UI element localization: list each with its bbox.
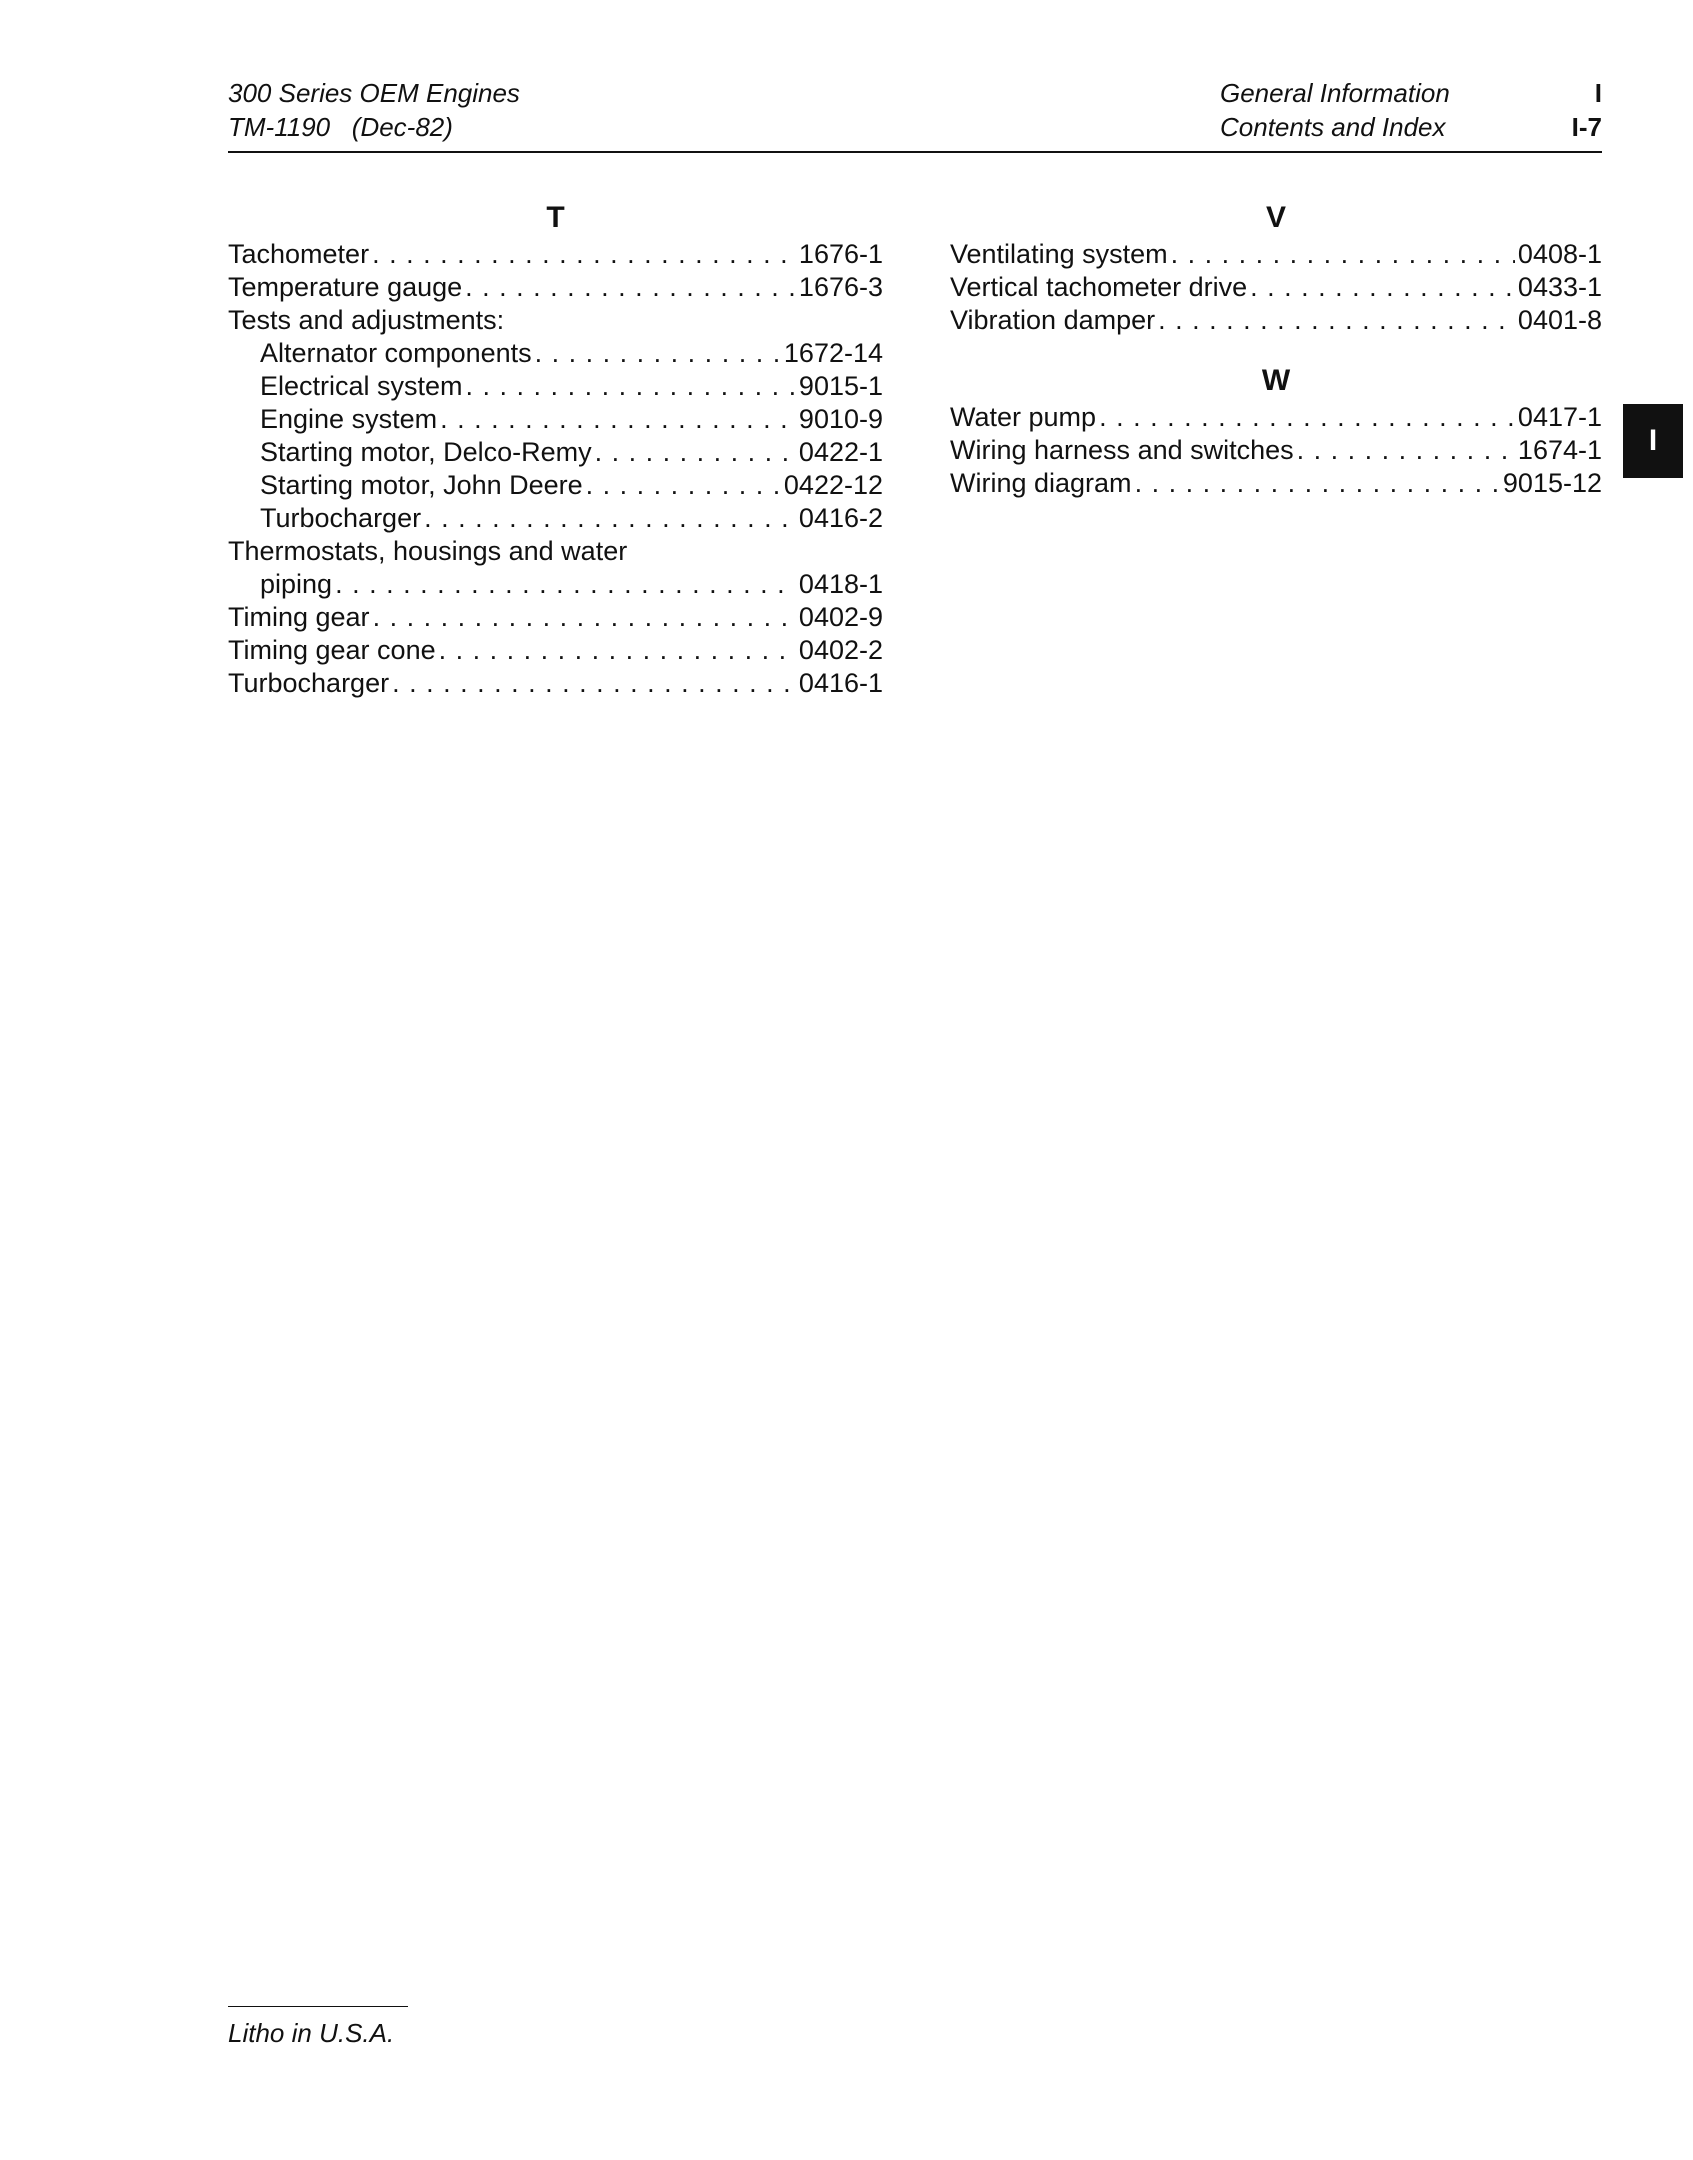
index-entry	[228, 634, 883, 667]
index-entry	[950, 401, 1602, 434]
manual-number: TM-1190 (Dec-82)	[228, 112, 453, 142]
index-group-heading: Tests and adjustments:	[228, 305, 505, 335]
index-letter-v: V	[1265, 201, 1286, 234]
index-entry	[950, 304, 1602, 337]
dot-leader	[392, 667, 796, 700]
entry-page: 0401-8	[1517, 305, 1602, 335]
index-letter-t: T	[546, 201, 565, 234]
entry-label: Starting motor, Delco-Remy	[260, 437, 592, 467]
manual-title: 300 Series OEM Engines	[228, 78, 520, 108]
index-column-left	[228, 198, 883, 700]
index-entry	[228, 271, 883, 304]
index-entry	[950, 271, 1602, 304]
dot-leader	[1250, 271, 1515, 304]
section-mark: I	[1594, 78, 1602, 108]
page-number: I-7	[1571, 112, 1602, 142]
dot-leader	[1171, 238, 1515, 271]
footer-divider	[228, 2006, 408, 2007]
section-tab	[1623, 404, 1683, 478]
dot-leader	[373, 601, 796, 634]
entry-label: Timing gear	[228, 602, 370, 632]
entry-page: 1674-1	[1517, 435, 1602, 465]
index-entry	[228, 238, 883, 271]
entry-label: Vibration damper	[950, 305, 1156, 335]
entry-label: Wiring harness and switches	[950, 435, 1294, 465]
dot-leader	[466, 370, 796, 403]
index-subentry	[228, 568, 883, 601]
entry-page: 9010-9	[798, 404, 883, 434]
index-entry	[228, 667, 883, 700]
dot-leader	[424, 502, 796, 535]
index-entry	[950, 467, 1602, 500]
index-subentry	[228, 403, 883, 436]
entry-page: 0408-1	[1517, 239, 1602, 269]
index-entry	[950, 434, 1602, 467]
entry-page: 9015-12	[1502, 468, 1602, 498]
entry-label: Starting motor, John Deere	[260, 470, 583, 500]
dot-leader	[1135, 467, 1500, 500]
entry-label: Turbocharger	[260, 503, 422, 533]
dot-leader	[465, 271, 796, 304]
entry-page: 0422-12	[783, 470, 883, 500]
dot-leader	[440, 403, 796, 436]
dot-leader	[586, 469, 781, 502]
entry-page: 0422-1	[798, 437, 883, 467]
section-tab-label: I	[1648, 424, 1658, 457]
index-entry	[228, 601, 883, 634]
entry-label: Water pump	[950, 402, 1097, 432]
header-marks	[1548, 76, 1602, 144]
dot-leader	[1158, 304, 1515, 337]
entry-page: 1672-14	[783, 338, 883, 368]
entry-page: 0417-1	[1517, 402, 1602, 432]
entry-page: 0402-9	[798, 602, 883, 632]
dot-leader	[1099, 401, 1515, 434]
section-title: General Information	[1220, 78, 1450, 108]
index-column-right	[950, 198, 1602, 500]
dot-leader	[335, 568, 796, 601]
entry-label: Alternator components	[260, 338, 532, 368]
entry-label: Wiring diagram	[950, 468, 1132, 498]
entry-page: 0418-1	[798, 569, 883, 599]
entry-page: 0402-2	[798, 635, 883, 665]
entry-label: piping	[260, 569, 333, 599]
index-subentry	[228, 469, 883, 502]
dot-leader	[1297, 434, 1515, 467]
entry-label: Tachometer	[228, 239, 370, 269]
index-entry	[950, 238, 1602, 271]
entry-label: Timing gear cone	[228, 635, 436, 665]
index-subentry	[228, 436, 883, 469]
dot-leader	[595, 436, 796, 469]
header-divider	[228, 151, 1602, 153]
entry-label: Temperature gauge	[228, 272, 463, 302]
index-subentry	[228, 502, 883, 535]
entry-label: Ventilating system	[950, 239, 1168, 269]
header-right	[1220, 76, 1455, 144]
dot-leader	[439, 634, 796, 667]
index-subentry	[228, 337, 883, 370]
dot-leader	[535, 337, 781, 370]
dot-leader	[372, 238, 796, 271]
index-subentry	[228, 370, 883, 403]
entry-page: 1676-3	[798, 272, 883, 302]
entry-page: 0433-1	[1517, 272, 1602, 302]
section-subtitle: Contents and Index	[1220, 112, 1446, 142]
entry-page: 0416-1	[798, 668, 883, 698]
entry-page: 0416-2	[798, 503, 883, 533]
index-group-heading: Thermostats, housings and water	[228, 536, 628, 566]
index-letter-w: W	[1261, 364, 1291, 397]
footer-text: Litho in U.S.A.	[228, 2018, 395, 2048]
header-left	[228, 76, 520, 144]
entry-label: Turbocharger	[228, 668, 390, 698]
entry-label: Electrical system	[260, 371, 463, 401]
entry-label: Vertical tachometer drive	[950, 272, 1248, 302]
entry-page: 9015-1	[798, 371, 883, 401]
entry-label: Engine system	[260, 404, 438, 434]
entry-page: 1676-1	[798, 239, 883, 269]
